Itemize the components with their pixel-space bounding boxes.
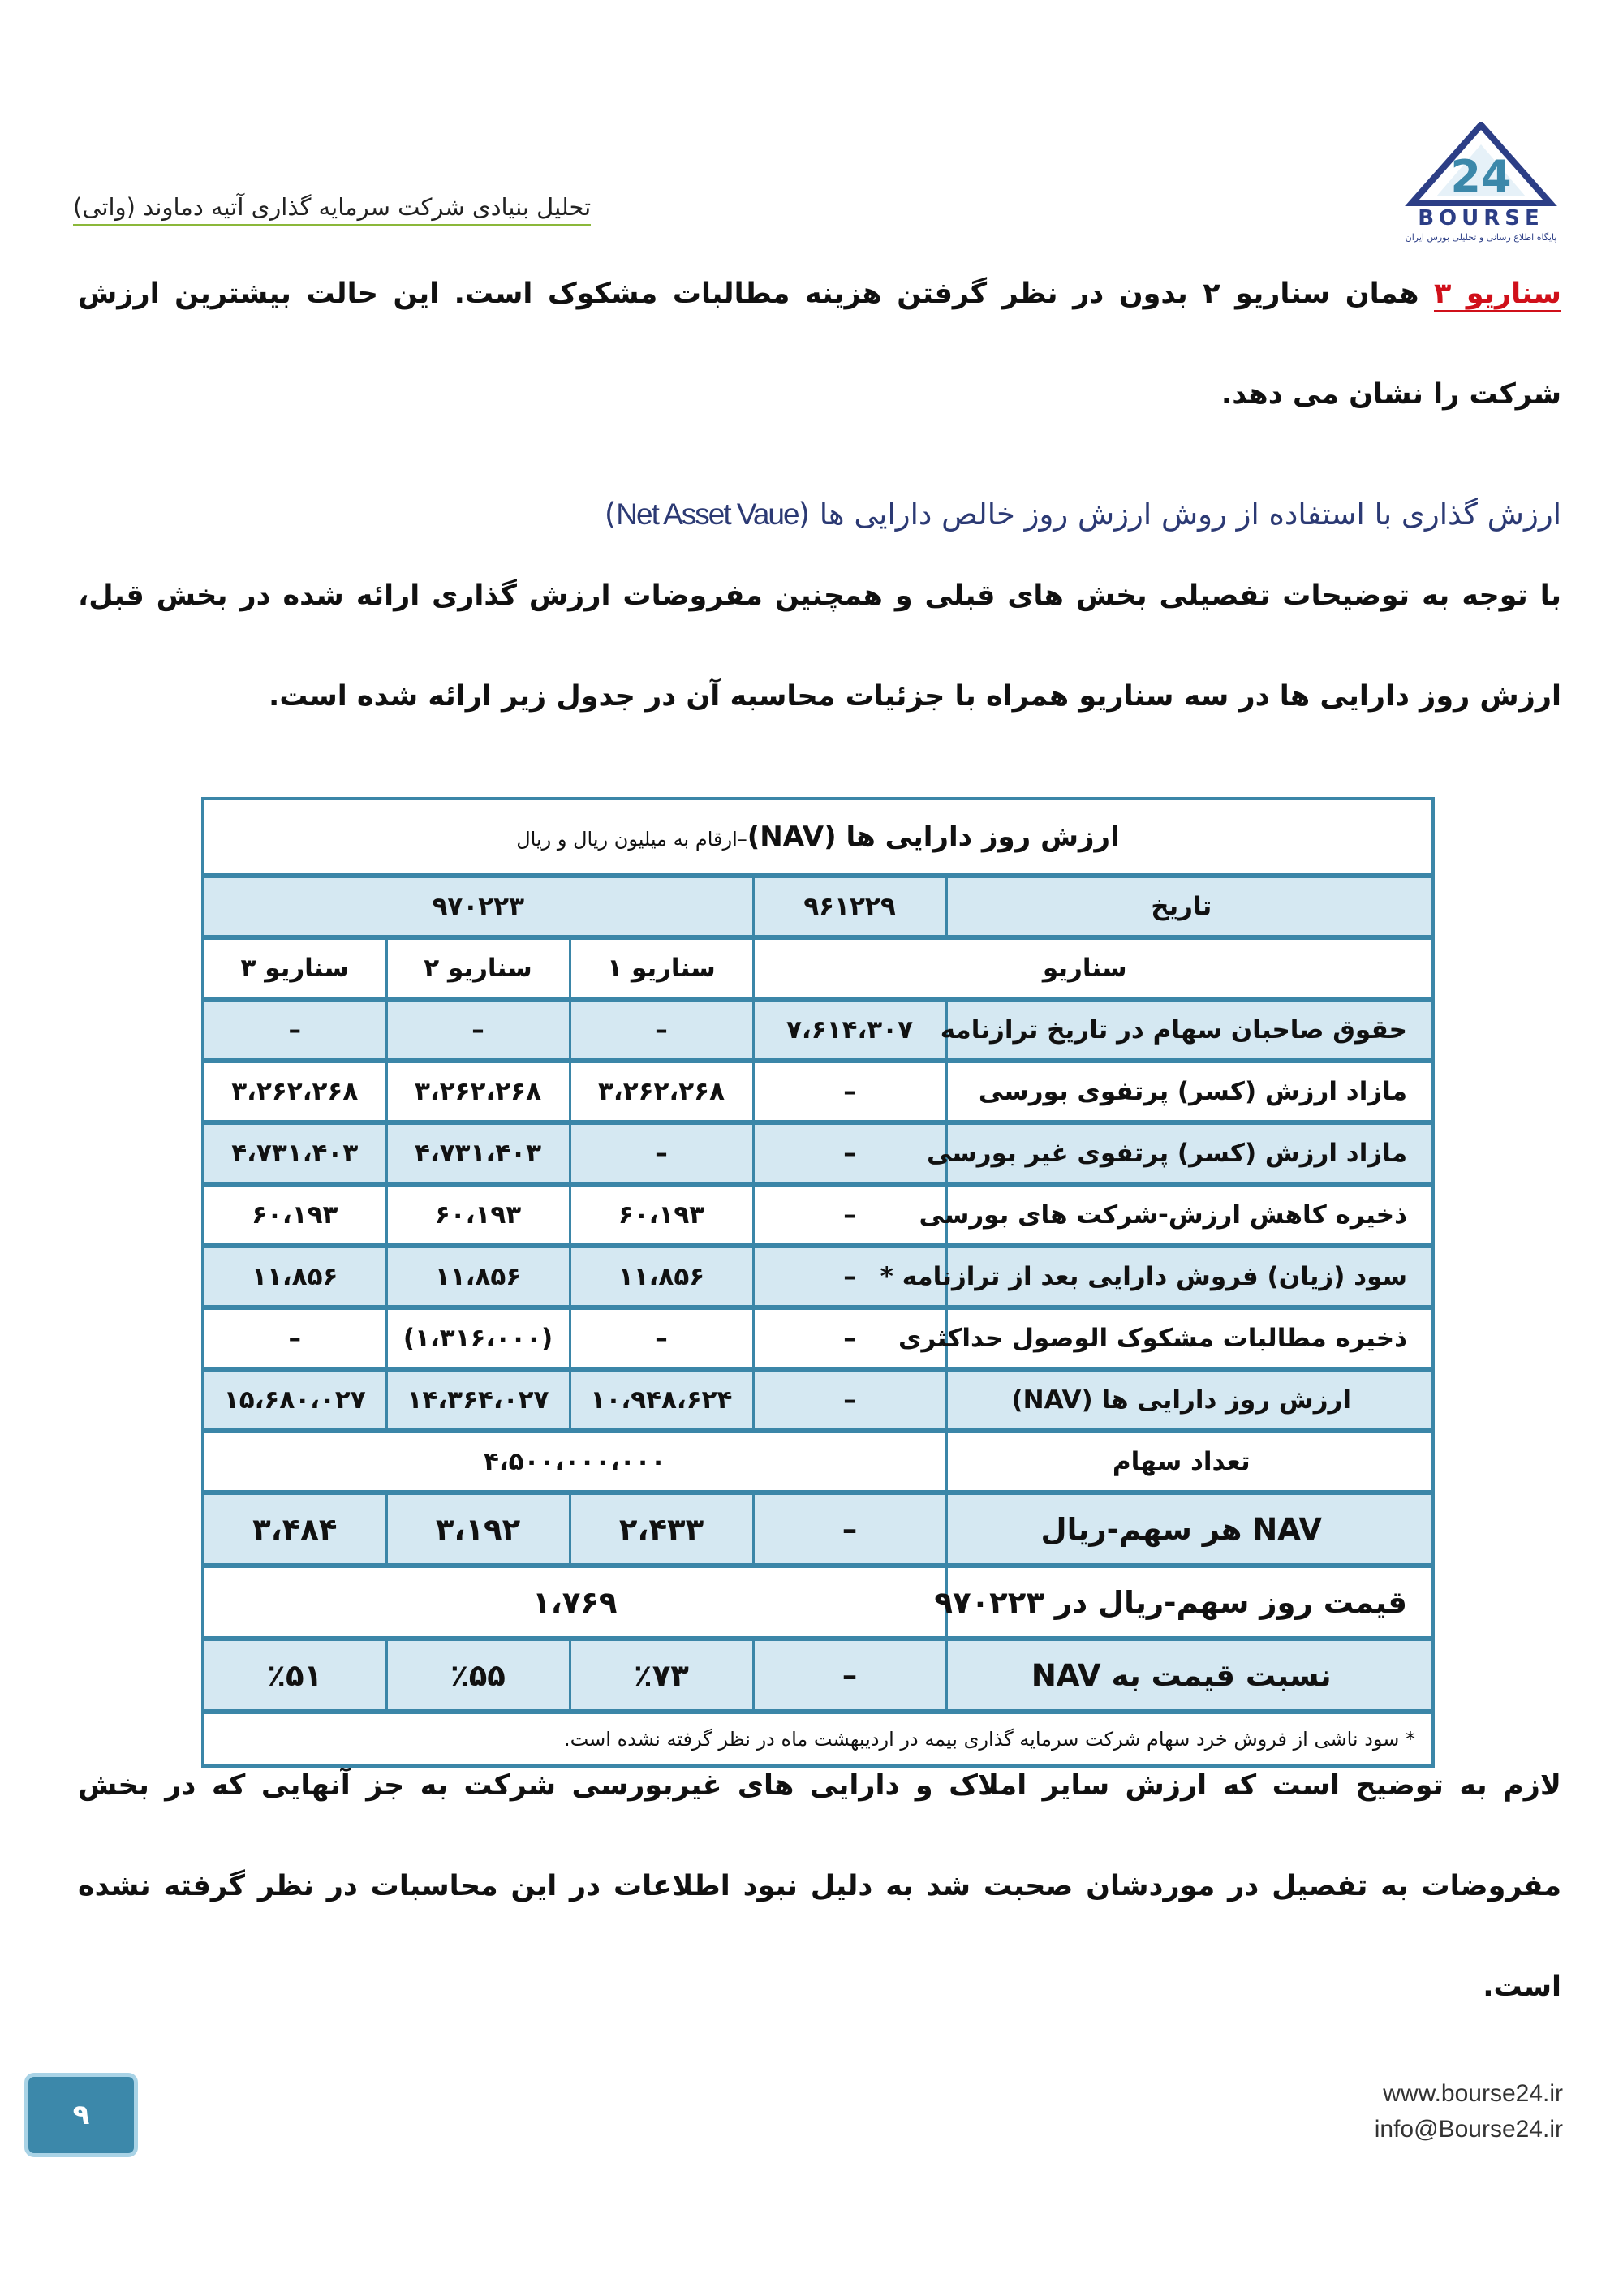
price-ratio-base: – [753,1639,946,1712]
price-ratio-label: نسبت قیمت به NAV [946,1639,1433,1712]
nav-table [201,797,1435,1768]
row-s1: ۶۰،۱۹۳ [570,1184,753,1246]
nav-per-share-label: NAV هر سهم-ریال [946,1493,1433,1566]
row-base: ۷،۶۱۴،۳۰۷ [753,999,946,1061]
contact-info [1298,2076,1563,2147]
row-s3: ۶۰،۱۹۳ [203,1184,386,1246]
row-s1: ۱۱،۸۵۶ [570,1246,753,1307]
row-s3: ۳،۲۶۲،۲۶۸ [203,1061,386,1122]
row-label: ذخیره مطالبات مشکوک الوصول حداکثری [946,1307,1433,1369]
row-s3: ۱۱،۸۵۶ [203,1246,386,1307]
scenario-3-header: سناریو ۳ [203,937,386,999]
table-footnote: * سود ناشی از فروش خرد سهام شرکت سرمایه گذاری بیمه در اردیبهشت ماه در نظر گرفته نشده است. [203,1712,1433,1766]
row-label: مازاد ارزش (کسر) پرتفوی غیر بورسی [946,1122,1433,1184]
row-s2: ۱۱،۸۵۶ [386,1246,570,1307]
bourse24-logo [1396,122,1566,243]
table-row-shares [203,1431,1433,1493]
row-s2: (۱،۳۱۶،۰۰۰) [386,1307,570,1369]
nav-per-share-s2: ۳،۱۹۲ [386,1493,570,1566]
row-base: – [753,1369,946,1431]
table-title-cell [203,799,1433,876]
row-base: – [753,1184,946,1246]
row-base: – [753,1061,946,1122]
row-label: ارزش روز دارایی ها (NAV) [946,1369,1433,1431]
row-s2: ۳،۲۶۲،۲۶۸ [386,1061,570,1122]
website-link[interactable]: www.bourse24.ir [1383,2080,1563,2107]
table-row-price [203,1566,1433,1639]
date-label: تاریخ [946,876,1433,937]
row-label: سود (زیان) فروش دارایی بعد از ترازنامه * [946,1246,1433,1307]
row-s3: ۴،۷۳۱،۴۰۳ [203,1122,386,1184]
table-row-date [203,876,1433,937]
logo-emblem-icon [1396,122,1566,206]
nav-per-share-s1: ۲،۴۳۳ [570,1493,753,1566]
row-s1: – [570,999,753,1061]
table-row [203,1184,1433,1246]
row-label: حقوق صاحبان سهام در تاریخ ترازنامه [946,999,1433,1061]
table-title: ارزش روز دارایی ها (NAV) [747,821,1120,853]
scenario3-paragraph [78,243,1561,445]
table-row-nav-total [203,1369,1433,1431]
section-heading: ارزش گذاری با استفاده از روش ارزش روز خالص دارایی ها (Net Asset Vaue) [604,497,1561,532]
row-base: – [753,1122,946,1184]
table-row [203,1246,1433,1307]
row-s2: ۶۰،۱۹۳ [386,1184,570,1246]
nav-per-share-s3: ۳،۴۸۴ [203,1493,386,1566]
row-s2: ۴،۷۳۱،۴۰۳ [386,1122,570,1184]
price-ratio-s3: ٪۵۱ [203,1639,386,1712]
table-subtitle: –ارقام به میلیون ریال و ریال [516,828,747,851]
table-row-price-ratio [203,1639,1433,1712]
scenario3-lead: سناریو ۳ [1434,278,1561,312]
row-base: – [753,1246,946,1307]
scenario-2-header: سناریو ۲ [386,937,570,999]
nav-per-share-base: – [753,1493,946,1566]
row-s2: ۱۴،۳۶۴،۰۲۷ [386,1369,570,1431]
table-row-nav-per-share [203,1493,1433,1566]
scenario3-text: همان سناریو ۲ بدون در نظر گرفتن هزینه مطالبات مشکوک است. این حالت بیشترین ارزش شرکت را نشان می دهد. [78,278,1561,411]
row-s1: – [570,1122,753,1184]
row-s3: – [203,999,386,1061]
scenario-1-header: سناریو ۱ [570,937,753,999]
document-header-title: تحلیل بنیادی شرکت سرمایه گذاری آتیه دماوند (واتی) [73,193,641,221]
price-label: قیمت روز سهم-ریال در ۹۷۰۲۲۳ [946,1566,1433,1639]
email-link[interactable]: info@Bourse24.ir [1374,2116,1563,2143]
row-label: مازاد ارزش (کسر) پرتفوی بورسی [946,1061,1433,1122]
row-s2: – [386,999,570,1061]
price-value: ۱،۷۶۹ [203,1566,946,1639]
shares-label: تعداد سهام [946,1431,1433,1493]
row-label: ذخیره کاهش ارزش-شرکت های بورسی [946,1184,1433,1246]
logo-number: 24 [1450,151,1512,202]
date-balance: ۹۶۱۲۲۹ [753,876,946,937]
section-heading-english: Net Asset Vaue [616,498,799,531]
row-s1: ۱۰،۹۴۸،۶۲۴ [570,1369,753,1431]
intro-paragraph: با توجه به توضیحات تفصیلی بخش های قبلی و همچنین مفروضات ارزش گذاری ارائه شده در بخش قبل، ارزش روز دارایی ها در سه سناریو همراه با جزئیات محاسبه آن در جدول زیر ارائه شده است. [78,579,1561,713]
table-row [203,1061,1433,1122]
row-s1: ۳،۲۶۲،۲۶۸ [570,1061,753,1122]
row-base: – [753,1307,946,1369]
table-row [203,999,1433,1061]
scenario-label: سناریو [753,937,1433,999]
row-s1: – [570,1307,753,1369]
logo-tagline: پایگاه اطلاع رسانی و تحلیلی بورس ایران [1405,232,1557,243]
table-row [203,1122,1433,1184]
table-row-scenarios [203,937,1433,999]
page-number: ۹ [24,2073,138,2157]
row-s3: – [203,1307,386,1369]
price-ratio-s2: ٪۵۵ [386,1639,570,1712]
price-ratio-s1: ٪۷۳ [570,1639,753,1712]
row-s3: ۱۵،۶۸۰،۰۲۷ [203,1369,386,1431]
closing-paragraph: لازم به توضیح است که ارزش سایر املاک و دارایی های غیربورسی شرکت به جز آنهایی که در بخش مفروضات به تفصیل در موردشان صحبت شد به دلیل نبود اطلاعات در این محاسبات در نظر گرفته نشده است. [78,1769,1561,2003]
logo-wordmark: BOURSE [1418,206,1544,230]
shares-value: ۴،۵۰۰،۰۰۰،۰۰۰ [203,1431,946,1493]
date-scenarios: ۹۷۰۲۲۳ [203,876,753,937]
table-row [203,1307,1433,1369]
